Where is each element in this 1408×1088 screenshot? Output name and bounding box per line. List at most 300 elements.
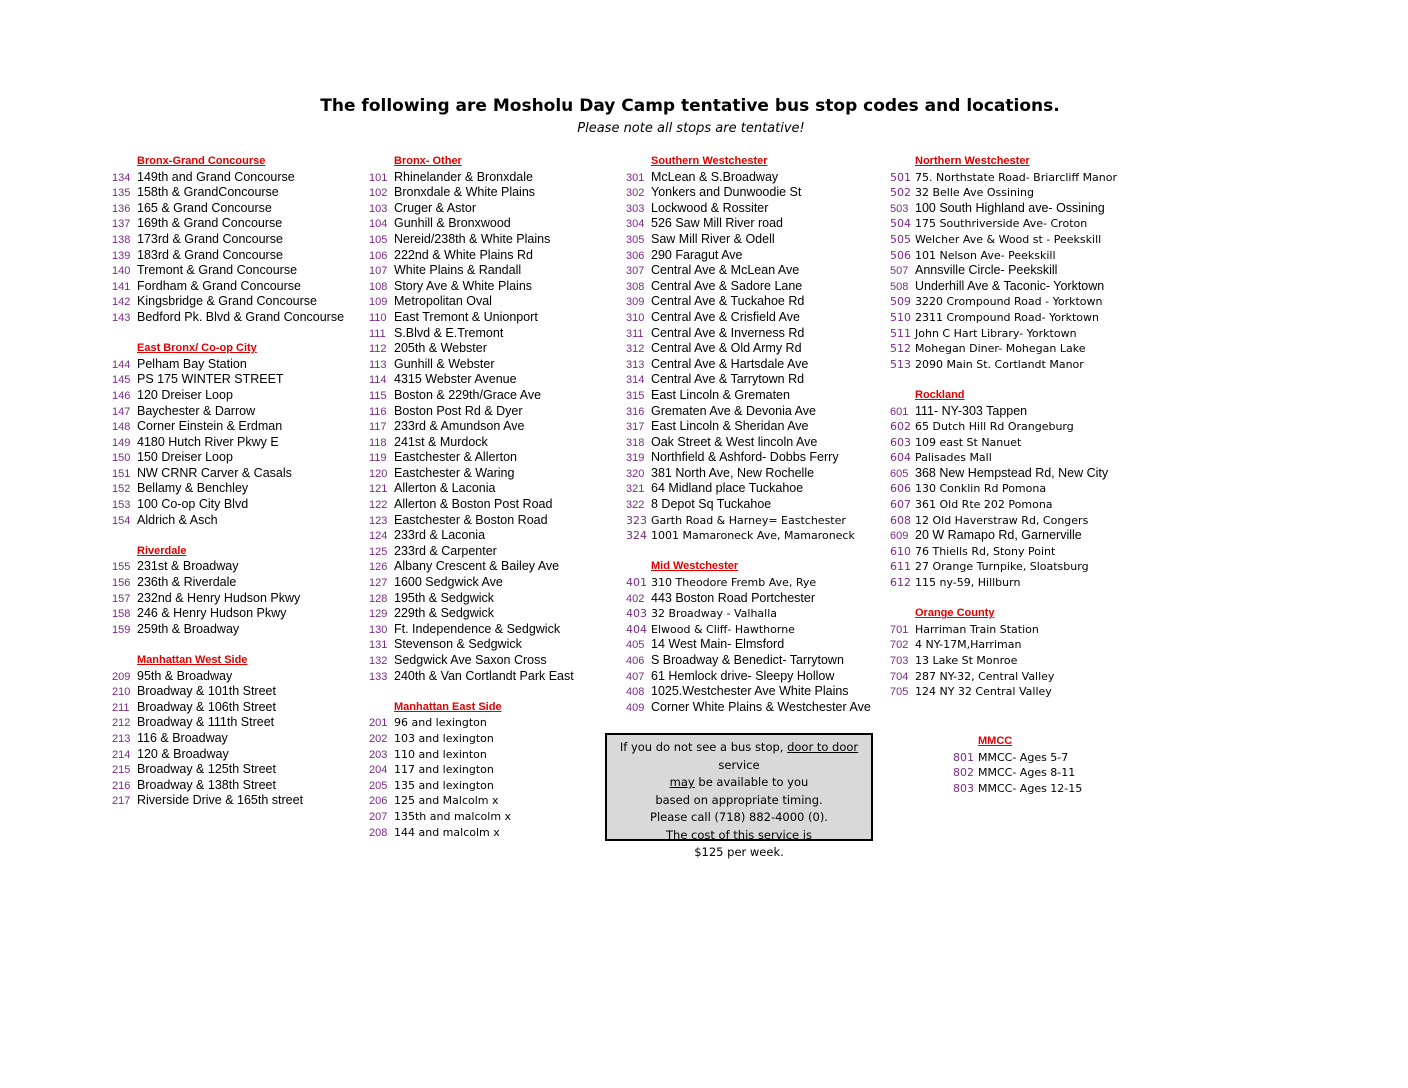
- bus-stop-row: [112, 404, 344, 420]
- stop-code: 409: [626, 701, 645, 714]
- bus-stop-row: [626, 450, 871, 466]
- bus-stop-row: [890, 263, 1117, 279]
- stop-code: 134: [112, 171, 131, 184]
- stop-location: Pelham Bay Station: [137, 356, 247, 371]
- stop-code: 702: [890, 639, 909, 652]
- stop-code: 129: [369, 608, 388, 621]
- stop-location: 149th and Grand Concourse: [137, 169, 295, 184]
- stop-location: PS 175 WINTER STREET: [137, 372, 284, 387]
- bus-stop-row: [369, 185, 574, 201]
- stop-location: 135 and lexington: [394, 778, 494, 792]
- bus-stop-row: [890, 341, 1117, 357]
- bus-stop-row: [626, 357, 871, 373]
- stop-location: 173rd & Grand Concourse: [137, 231, 283, 246]
- bus-stop-row: [112, 715, 344, 731]
- stop-location: Corner Einstein & Erdman: [137, 419, 283, 434]
- bus-stop-row: [890, 279, 1117, 295]
- stop-location: 233rd & Amundson Ave: [394, 419, 525, 434]
- bus-stop-row: [890, 248, 1117, 264]
- stop-location: S Broadway & Benedict- Tarrytown: [651, 653, 844, 667]
- stop-location: 135th and malcolm x: [394, 809, 512, 823]
- stop-location: Fordham & Grand Concourse: [137, 278, 301, 293]
- bus-stop-row: [626, 606, 871, 622]
- stop-location: Gunhill & Bronxwood: [394, 216, 511, 231]
- bus-stop-row: [112, 778, 344, 794]
- stop-location: Eastchester & Waring: [394, 465, 515, 480]
- stop-location: 110 and lexinton: [394, 747, 487, 761]
- stop-location: 175 Southriverside Ave- Croton: [915, 217, 1088, 231]
- stop-code: 102: [369, 187, 388, 200]
- stop-code: 208: [369, 826, 388, 839]
- bus-stop-row: [626, 170, 871, 186]
- stop-location: Ft. Independence & Sedgwick: [394, 621, 561, 636]
- stop-code: 149: [112, 436, 131, 449]
- stop-location: 2090 Main St. Cortlandt Manor: [915, 357, 1084, 371]
- bus-stop-row: [112, 669, 344, 685]
- stop-code: 103: [369, 202, 388, 215]
- bus-stop-row: [626, 341, 871, 357]
- stop-code: 143: [112, 311, 131, 324]
- bus-stop-row: [112, 622, 344, 638]
- bus-stop-row: [369, 326, 574, 342]
- stop-location: 310 Theodore Fremb Ave, Rye: [651, 576, 817, 590]
- stop-code: 604: [890, 451, 911, 465]
- stop-code: 118: [369, 436, 387, 449]
- bus-stop-row: [626, 466, 871, 482]
- bus-stop-row: [626, 528, 871, 544]
- stop-location: 2311 Crompound Road- Yorktown: [915, 310, 1099, 324]
- stop-code: 121: [369, 483, 388, 496]
- stop-location: 32 Broadway - Valhalla: [651, 607, 778, 621]
- bus-stop-row: [112, 310, 344, 326]
- stop-location: NW CRNR Carver & Casals: [137, 465, 292, 480]
- stop-location: 32 Belle Ave Ossining: [915, 186, 1034, 200]
- bus-stop-row: [112, 513, 344, 529]
- stop-location: Boston & 229th/Grace Ave: [394, 387, 542, 402]
- notice-line-2: may be available to you: [669, 775, 809, 789]
- column-3: [626, 154, 871, 715]
- bus-stop-row: [626, 201, 871, 217]
- stop-location: Story Ave & White Plains: [394, 278, 533, 293]
- bus-stop-row: [890, 450, 1117, 466]
- bus-stop-row: [626, 419, 871, 435]
- stop-code: 144: [112, 358, 131, 371]
- stop-location: Northfield & Ashford- Dobbs Ferry: [651, 450, 839, 465]
- notice-line-1: If you do not see a bus stop, door to door service: [619, 740, 859, 772]
- bus-stop-row: [626, 310, 871, 326]
- stop-location: 4180 Hutch River Pkwy E: [137, 434, 279, 449]
- stop-code: 407: [626, 670, 645, 683]
- bus-stop-row: [112, 747, 344, 763]
- stop-code: 117: [369, 421, 387, 434]
- section-heading: Mid Westchester: [651, 560, 739, 573]
- stop-location: Broadway & 111th Street: [137, 715, 275, 730]
- bus-stop-row: [890, 310, 1117, 326]
- stop-location: MMCC- Ages 12-15: [978, 781, 1083, 795]
- stop-code: 107: [369, 265, 388, 278]
- stop-location: 3220 Crompound Road - Yorktown: [915, 295, 1103, 309]
- stop-code: 203: [369, 748, 388, 761]
- stop-code: 205: [369, 779, 388, 792]
- notice-line-6: $125 per week.: [694, 845, 784, 859]
- stop-location: 64 Midland place Tuckahoe: [651, 481, 804, 496]
- bus-stop-row: [369, 606, 574, 622]
- stop-code: 116: [369, 405, 387, 418]
- stop-code: 321: [626, 483, 645, 496]
- page-title: The following are Mosholu Day Camp tentative bus stop codes and locations.: [320, 96, 1060, 116]
- section-orange-county: [890, 606, 1117, 700]
- bus-stop-row: [369, 762, 574, 778]
- stop-location: Allerton & Laconia: [394, 481, 496, 496]
- stop-location: 75. Northstate Road- Briarcliff Manor: [915, 170, 1118, 184]
- stop-location: East Lincoln & Grematen: [651, 387, 790, 402]
- bus-stop-row: [112, 185, 344, 201]
- bus-stop-row: [369, 341, 574, 357]
- section-gap: [890, 372, 1117, 388]
- bus-stop-row: [369, 653, 574, 669]
- stop-location: Underhill Ave & Taconic- Yorktown: [915, 278, 1105, 293]
- bus-stop-row: [890, 170, 1117, 186]
- bus-stop-row: [626, 372, 871, 388]
- stop-code: 128: [369, 592, 388, 605]
- stop-code: 157: [112, 592, 131, 605]
- stop-code: 322: [626, 499, 645, 512]
- section-manhattan-east-side: [369, 700, 574, 840]
- stop-location: Harriman Train Station: [915, 622, 1039, 636]
- bus-stop-row: [112, 606, 344, 622]
- stop-code: 314: [626, 374, 645, 387]
- stop-location: 27 Orange Turnpike, Sloatsburg: [915, 560, 1089, 574]
- stop-location: 117 and lexington: [394, 763, 494, 777]
- bus-stop-row: [890, 216, 1117, 232]
- section-bronx-grand-concourse: [112, 154, 344, 326]
- bus-stop-row: [626, 622, 871, 638]
- stop-code: 405: [626, 639, 645, 652]
- stop-location: 12 Old Haverstraw Rd, Congers: [915, 513, 1089, 527]
- stop-location: Aldrich & Asch: [137, 512, 218, 527]
- stop-code: 133: [369, 670, 388, 683]
- bus-stop-row: [112, 279, 344, 295]
- stop-location: MMCC- Ages 5-7: [978, 750, 1069, 764]
- stop-code: 601: [890, 405, 909, 418]
- stop-location: Central Ave & Sadore Lane: [651, 278, 803, 293]
- stop-code: 302: [626, 187, 645, 200]
- bus-stop-row: [890, 435, 1117, 451]
- bus-stop-row: [369, 513, 574, 529]
- bus-stop-row: [112, 559, 344, 575]
- stop-code: 137: [112, 218, 131, 231]
- bus-stop-row: [890, 637, 1117, 653]
- bus-stop-row: [112, 762, 344, 778]
- stop-location: Eastchester & Allerton: [394, 450, 517, 465]
- section-heading: Bronx-Grand Concourse: [137, 155, 266, 167]
- stop-location: Elwood & Cliff- Hawthorne: [651, 622, 795, 636]
- stop-location: 443 Boston Road Portchester: [651, 590, 815, 605]
- stop-location: 233rd & Carpenter: [394, 543, 497, 558]
- stop-location: 101 Nelson Ave- Peekskill: [915, 248, 1056, 262]
- bus-stop-row: [953, 750, 1082, 766]
- stop-location: Broadway & 138th Street: [137, 777, 276, 792]
- stop-code: 310: [626, 311, 645, 324]
- stop-location: 169th & Grand Concourse: [137, 216, 283, 231]
- stop-code: 122: [369, 499, 388, 512]
- stop-location: 229th & Sedgwick: [394, 606, 495, 621]
- stop-code: 110: [369, 311, 387, 324]
- stop-code: 802: [953, 766, 974, 780]
- bus-stop-row: [112, 575, 344, 591]
- stop-code: 217: [112, 795, 131, 808]
- bus-stop-row: [953, 765, 1082, 781]
- bus-stop-row: [890, 419, 1117, 435]
- bus-stop-row: [369, 201, 574, 217]
- section-manhattan-west-side: [112, 653, 344, 809]
- stop-code: 703: [890, 655, 909, 667]
- stop-code: 502: [890, 186, 911, 200]
- stop-location: 368 New Hempstead Rd, New City: [915, 465, 1109, 480]
- stop-location: Kingsbridge & Grand Concourse: [137, 294, 317, 309]
- bus-stop-row: [112, 793, 344, 809]
- stop-location: Gunhill & Webster: [394, 356, 495, 371]
- bus-stop-row: [890, 294, 1117, 310]
- stop-code: 406: [626, 655, 645, 667]
- bus-stop-row: [369, 715, 574, 731]
- bus-stop-row: [626, 279, 871, 295]
- stop-location: 241st & Murdock: [394, 434, 488, 449]
- stop-code: 207: [369, 810, 388, 823]
- stop-code: 108: [369, 280, 388, 293]
- section-gap: [890, 591, 1117, 607]
- stop-code: 606: [890, 482, 911, 496]
- stop-location: Broadway & 125th Street: [137, 762, 276, 777]
- bus-stop-row: [626, 388, 871, 404]
- stop-code: 324: [626, 529, 647, 543]
- notice-line-5: The cost of this service is: [666, 827, 812, 842]
- section-east-bronx-co-op-city: [112, 341, 344, 528]
- stop-location: 124 NY 32 Central Valley: [915, 685, 1052, 699]
- stop-code: 113: [369, 358, 387, 371]
- bus-stop-row: [890, 513, 1117, 529]
- stop-code: 141: [112, 280, 131, 293]
- bus-stop-row: [112, 684, 344, 700]
- stop-code: 114: [369, 374, 387, 387]
- bus-stop-row: [369, 793, 574, 809]
- stop-code: 505: [890, 232, 911, 246]
- stop-code: 612: [890, 576, 911, 590]
- stop-location: Boston Post Rd & Dyer: [394, 403, 523, 418]
- bus-stop-row: [626, 669, 871, 685]
- stop-location: 103 and lexington: [394, 731, 494, 745]
- stop-code: 101: [369, 171, 388, 184]
- stop-location: Annsville Circle- Peekskill: [915, 263, 1058, 278]
- stop-location: 195th & Sedgwick: [394, 590, 495, 605]
- page-subtitle: Please note all stops are tentative!: [577, 121, 805, 136]
- stop-location: 165 & Grand Concourse: [137, 200, 272, 215]
- stop-code: 511: [890, 326, 911, 340]
- bus-stop-row: [112, 497, 344, 513]
- stop-code: 124: [369, 530, 388, 543]
- stop-location: Central Ave & Old Army Rd: [651, 341, 802, 356]
- stop-location: Palisades Mall: [915, 451, 992, 465]
- bus-stop-row: [626, 435, 871, 451]
- bus-stop-row: [626, 185, 871, 201]
- stop-location: Mohegan Diner- Mohegan Lake: [915, 342, 1086, 356]
- stop-code: 506: [890, 248, 911, 262]
- bus-stop-row: [890, 528, 1117, 544]
- stop-code: 513: [890, 357, 911, 371]
- stop-code: 312: [626, 343, 645, 356]
- bus-stop-row: [369, 559, 574, 575]
- stop-code: 151: [112, 467, 131, 480]
- bus-stop-row: [369, 778, 574, 794]
- stop-location: 61 Hemlock drive- Sleepy Hollow: [651, 668, 835, 683]
- bus-stop-row: [369, 263, 574, 279]
- bus-stop-row: [112, 450, 344, 466]
- stop-code: 148: [112, 421, 131, 434]
- stop-location: 361 Old Rte 202 Pomona: [915, 498, 1053, 512]
- stop-location: 13 Lake St Monroe: [915, 654, 1018, 667]
- bus-stop-row: [112, 201, 344, 217]
- stop-code: 150: [112, 452, 131, 465]
- stop-location: 111- NY-303 Tappen: [915, 403, 1028, 418]
- stop-code: 509: [890, 295, 911, 309]
- stop-code: 304: [626, 218, 645, 231]
- bus-stop-row: [890, 559, 1117, 575]
- bus-stop-row: [112, 419, 344, 435]
- stop-location: Stevenson & Sedgwick: [394, 637, 522, 652]
- stop-location: Cruger & Astor: [394, 200, 476, 215]
- stop-location: John C Hart Library- Yorktown: [915, 326, 1077, 340]
- bus-stop-row: [112, 731, 344, 747]
- stop-code: 315: [626, 389, 645, 402]
- bus-stop-row: [112, 294, 344, 310]
- bus-stop-row: [626, 263, 871, 279]
- stop-code: 605: [890, 467, 909, 480]
- bus-stop-row: [369, 170, 574, 186]
- section-heading: East Bronx/ Co-op City: [137, 342, 257, 355]
- bus-stop-row: [112, 700, 344, 716]
- stop-location: Eastchester & Boston Road: [394, 512, 548, 527]
- stop-code: 403: [626, 607, 647, 621]
- section-bronx-other: [369, 154, 574, 684]
- stop-code: 607: [890, 498, 911, 512]
- stop-code: 211: [112, 701, 130, 714]
- stop-location: 150 Dreiser Loop: [137, 450, 233, 465]
- stop-location: 1025.Westchester Ave White Plains: [651, 684, 849, 699]
- bus-stop-row: [369, 357, 574, 373]
- stop-code: 156: [112, 577, 131, 590]
- stop-code: 210: [112, 686, 131, 699]
- stop-location: Central Ave & Tarrytown Rd: [651, 372, 805, 387]
- stop-code: 119: [369, 452, 387, 465]
- bus-stop-row: [369, 404, 574, 420]
- stop-location: 115 ny-59, Hillburn: [915, 576, 1021, 590]
- bus-stop-row: [890, 653, 1117, 669]
- bus-stop-row: [890, 669, 1117, 685]
- stop-code: 145: [112, 374, 131, 387]
- stop-location: 381 North Ave, New Rochelle: [651, 465, 815, 480]
- stop-location: Welcher Ave & Wood st - Peekskill: [915, 232, 1102, 246]
- stop-location: 246 & Henry Hudson Pkwy: [137, 606, 287, 621]
- stop-code: 602: [890, 420, 911, 434]
- stop-code: 111: [369, 327, 386, 340]
- stop-location: 109 east St Nanuet: [915, 435, 1022, 449]
- stop-location: Corner White Plains & Westchester Ave: [651, 699, 871, 714]
- stop-code: 132: [369, 655, 388, 667]
- stop-code: 120: [369, 467, 388, 480]
- stop-code: 704: [890, 670, 909, 683]
- stop-location: 144 and malcolm x: [394, 825, 500, 839]
- bus-stop-row: [626, 513, 871, 529]
- stop-location: Tremont & Grand Concourse: [137, 263, 298, 278]
- stop-code: 105: [369, 233, 388, 246]
- stop-code: 130: [369, 623, 388, 636]
- stop-code: 138: [112, 233, 131, 246]
- bus-stop-row: [112, 466, 344, 482]
- stop-location: Albany Crescent & Bailey Ave: [394, 559, 560, 574]
- bus-stop-row: [112, 263, 344, 279]
- bus-stop-row: [369, 294, 574, 310]
- stop-location: Sedgwick Ave Saxon Cross: [394, 653, 547, 667]
- stop-location: Metropolitan Oval: [394, 294, 492, 309]
- bus-stop-row: [369, 232, 574, 248]
- stop-location: 259th & Broadway: [137, 621, 240, 636]
- bus-stop-row: [369, 591, 574, 607]
- stop-code: 402: [626, 592, 645, 605]
- stop-location: 1001 Mamaroneck Ave, Mamaroneck: [651, 529, 855, 543]
- section-southern-westchester: [626, 154, 871, 544]
- stop-location: Saw Mill River & Odell: [651, 231, 775, 246]
- stop-code: 611: [890, 560, 911, 574]
- stop-location: 96 and lexington: [394, 716, 487, 730]
- bus-stop-row: [626, 591, 871, 607]
- bus-stop-row: [369, 435, 574, 451]
- stop-code: 308: [626, 280, 645, 293]
- stop-code: 126: [369, 561, 388, 574]
- section-mmcc: [953, 734, 1082, 796]
- bus-stop-row: [112, 216, 344, 232]
- stop-code: 204: [369, 764, 388, 777]
- stop-code: 216: [112, 779, 131, 792]
- stop-location: 205th & Webster: [394, 341, 487, 356]
- bus-stop-row: [369, 279, 574, 295]
- stop-code: 135: [112, 187, 131, 200]
- stop-code: 609: [890, 530, 909, 543]
- stop-location: 76 Thiells Rd, Stony Point: [915, 544, 1056, 558]
- bus-stop-row: [369, 388, 574, 404]
- bus-stop-row: [890, 232, 1117, 248]
- door-to-door-notice: [605, 733, 873, 859]
- stop-location: 120 & Broadway: [137, 746, 229, 761]
- bus-stop-row: [626, 700, 871, 716]
- bus-stop-row: [112, 232, 344, 248]
- bus-stop-row: [890, 326, 1117, 342]
- stop-code: 608: [890, 513, 911, 527]
- section-gap: [112, 637, 344, 653]
- stop-location: Bronxdale & White Plains: [394, 185, 536, 200]
- bus-stop-row: [369, 622, 574, 638]
- section-northern-westchester: [890, 154, 1117, 372]
- stop-code: 305: [626, 233, 645, 246]
- stop-location: Grematen Ave & Devonia Ave: [651, 403, 816, 418]
- section-heading: Manhattan East Side: [394, 700, 502, 713]
- stop-code: 136: [112, 202, 131, 215]
- stop-location: 222nd & White Plains Rd: [394, 247, 533, 262]
- section-gap: [112, 528, 344, 544]
- bus-stop-row: [626, 684, 871, 700]
- stop-code: 152: [112, 483, 131, 496]
- bus-stop-row: [369, 575, 574, 591]
- stop-location: Riverside Drive & 165th street: [137, 793, 304, 808]
